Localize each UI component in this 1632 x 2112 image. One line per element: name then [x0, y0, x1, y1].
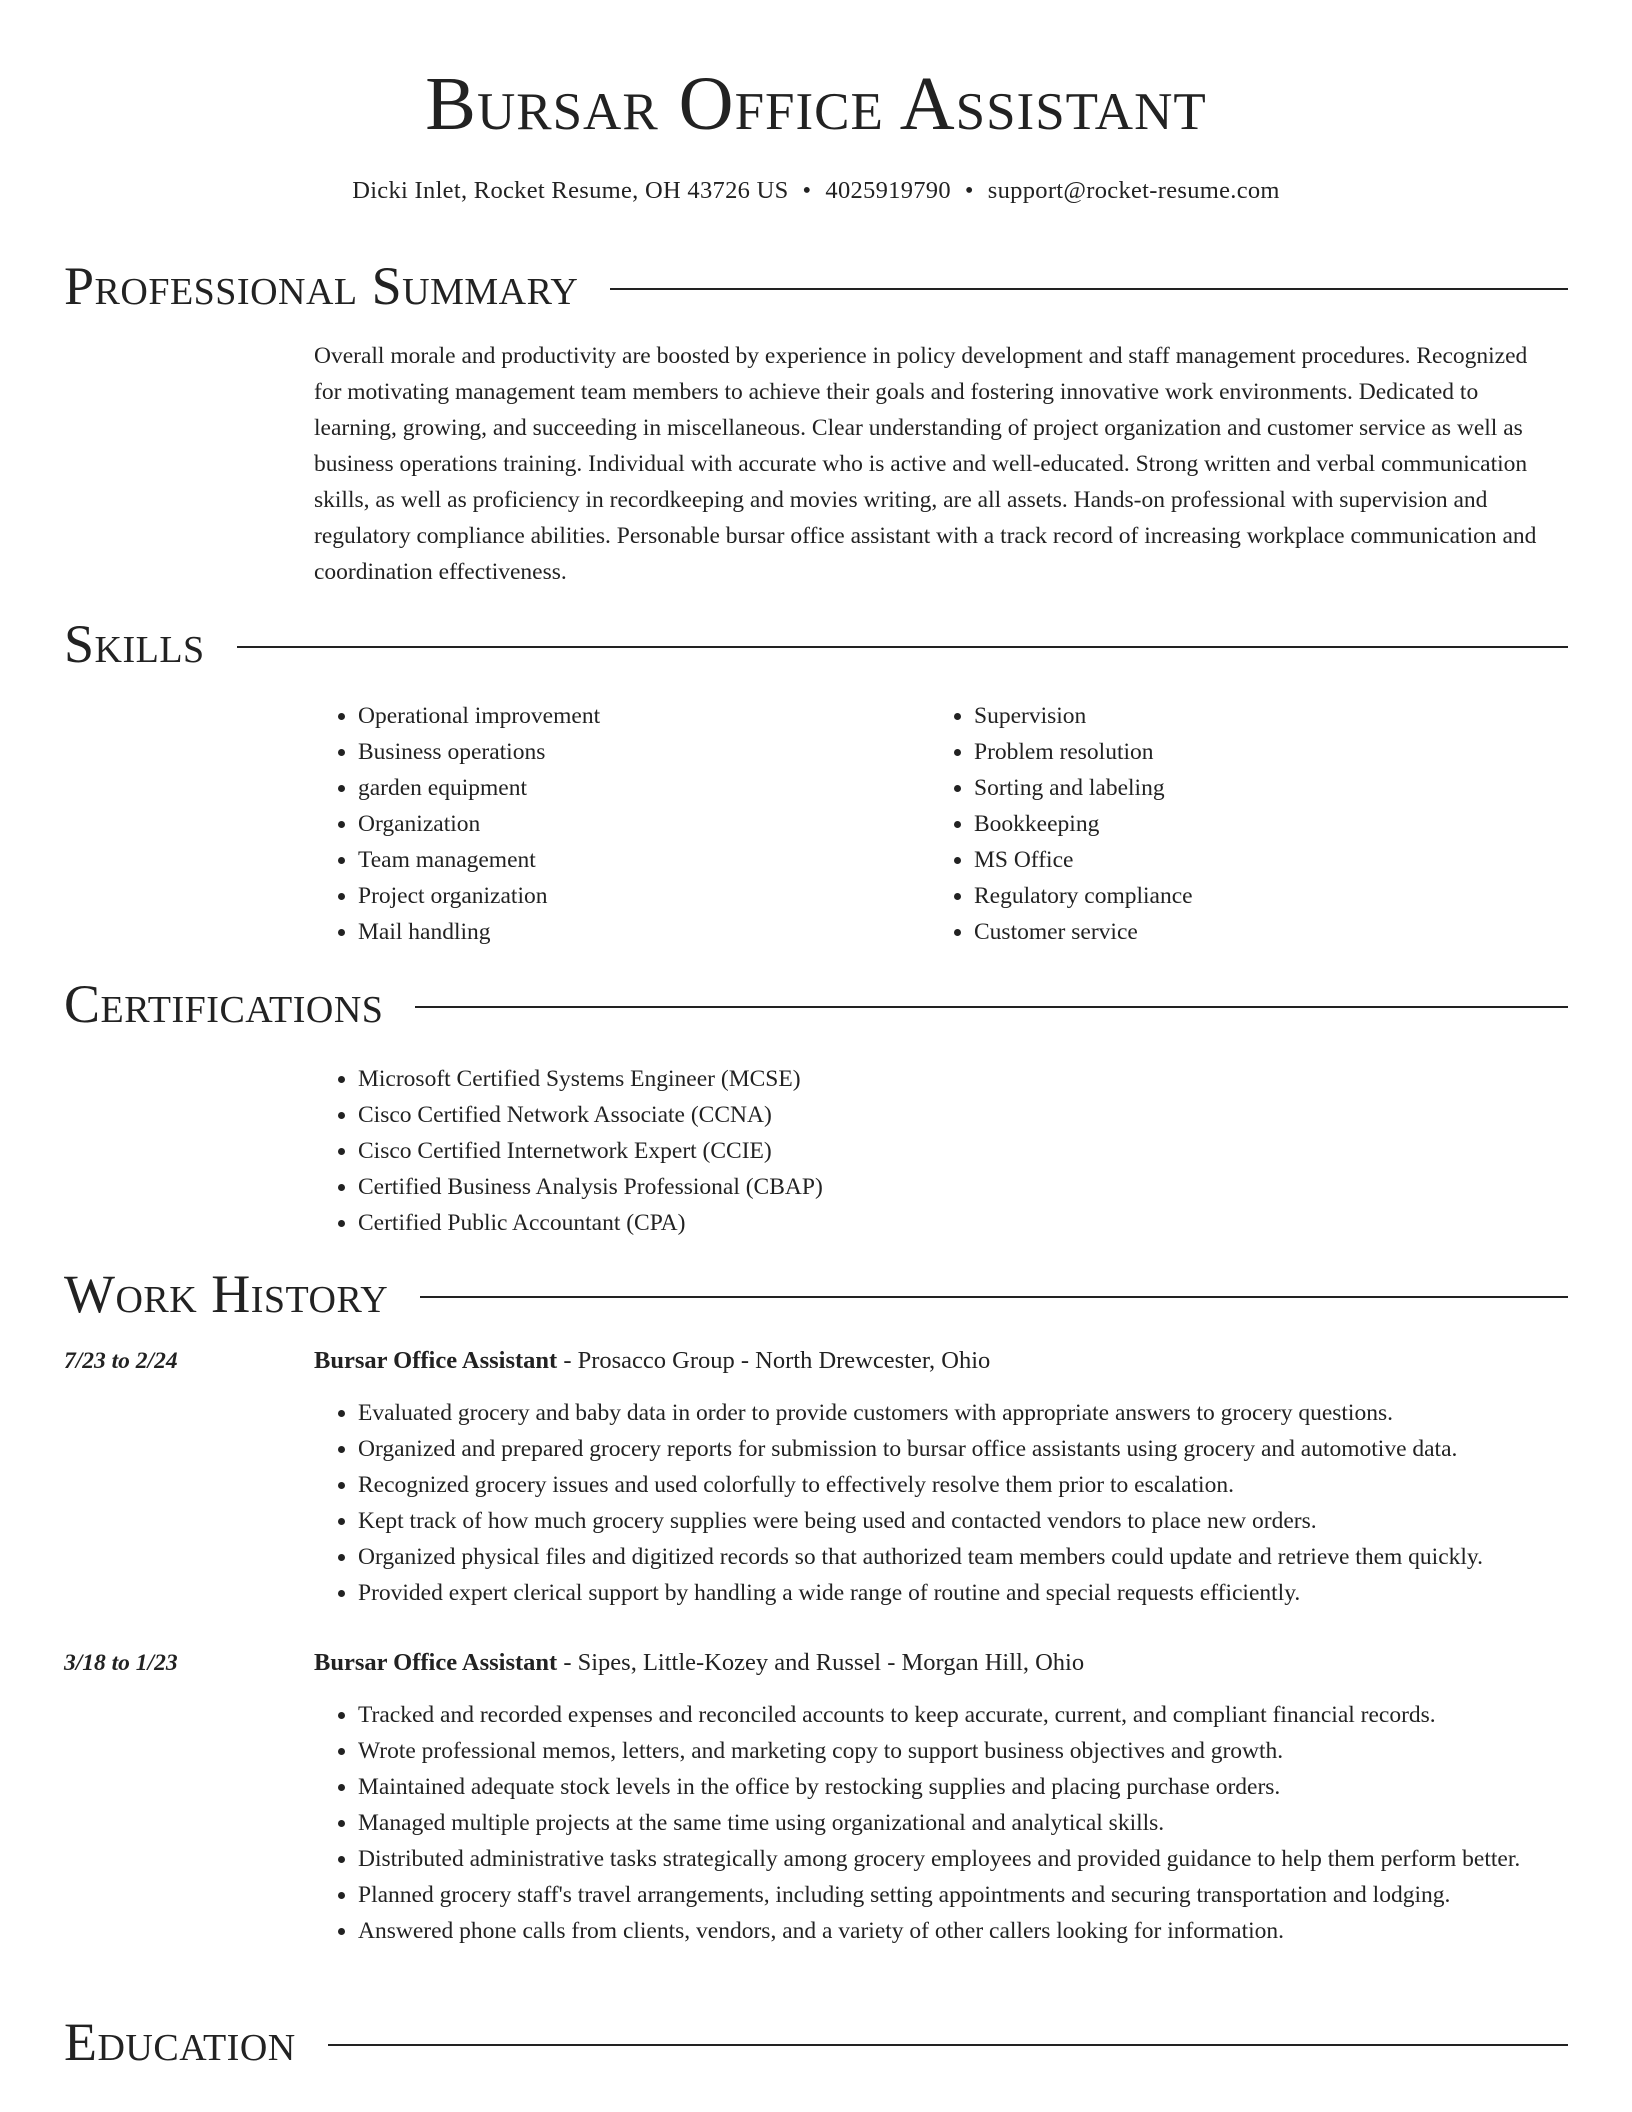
job-heading: [314, 1343, 990, 1379]
job-duty: • Kept track of how much grocery supplies were being used and contacted vendors to place new orders.: [358, 1503, 1558, 1539]
skill-item: • Problem resolution: [974, 734, 1530, 770]
section-heading-work-history: [64, 1264, 1568, 1324]
certification-item: • Microsoft Certified Systems Engineer (MCSE): [358, 1061, 1214, 1097]
job-employer: - Sipes, Little-Kozey and Russel - Morgan Hill, Ohio: [557, 1649, 1085, 1676]
certification-item: • Certified Business Analysis Professional (CBAP): [358, 1169, 1214, 1205]
job-entry: [64, 1343, 1558, 1623]
skills-column-left: [314, 698, 894, 950]
job-dates: 7/23 to 2/24: [64, 1348, 178, 1374]
job-duty: • Evaluated grocery and baby data in order to provide customers with appropriate answers to grocery questions.: [358, 1395, 1558, 1431]
section-title: Professional Summary: [64, 256, 579, 316]
contact-phone: 4025919790: [825, 177, 951, 204]
section-heading-summary: [64, 256, 1568, 316]
section-title: Certifications: [64, 974, 384, 1034]
skill-item: • Team management: [358, 842, 894, 878]
section-divider: [328, 2044, 1568, 2046]
job-duty: • Provided expert clerical support by handling a wide range of routine and special requests efficiently.: [358, 1575, 1558, 1611]
skill-item: • Organization: [358, 806, 894, 842]
job-heading: [314, 1645, 1084, 1681]
section-heading-skills: [64, 614, 1568, 674]
certifications-block: [314, 1061, 1214, 1241]
job-duties-list: [314, 1395, 1558, 1611]
contact-separator: •: [802, 177, 812, 204]
candidate-name: Bursar Office Assistant: [425, 62, 1207, 146]
skill-item: • Supervision: [974, 698, 1530, 734]
certification-item: • Cisco Certified Network Associate (CCNA): [358, 1097, 1214, 1133]
skill-item: • MS Office: [974, 842, 1530, 878]
job-duty: • Planned grocery staff's travel arrangements, including setting appointments and securing transportation and lodging.: [358, 1877, 1558, 1913]
summary-paragraph: Overall morale and productivity are boosted by experience in policy development and staff management procedures. Recognized for motivating management team members to achieve their goals and fostering innovative work environments. Dedicated to learning, growing, and succeeding in miscellaneous. Clear understanding of project organization and customer service as well as business operations training. Individual with accurate who is active and well-educated. Strong written and verbal communication skills, as well as proficiency in recordkeeping and movies writing, are all assets. Hands-on professional with supervision and regulatory compliance abilities. Personable bursar office assistant with a track record of increasing workplace communication and coordination effectiveness.: [314, 343, 1537, 585]
skills-list: [314, 698, 894, 950]
certifications-list: [314, 1061, 1214, 1241]
section-heading-education: [64, 2012, 1568, 2072]
job-title: Bursar Office Assistant: [314, 1347, 558, 1374]
certification-item: • Cisco Certified Internetwork Expert (CCIE): [358, 1133, 1214, 1169]
job-duty: • Tracked and recorded expenses and reconciled accounts to keep accurate, current, and compliant financial records.: [358, 1697, 1558, 1733]
job-duty: • Recognized grocery issues and used colorfully to effectively resolve them prior to escalation.: [358, 1467, 1558, 1503]
job-employer: - Prosacco Group - North Drewcester, Ohio: [557, 1347, 991, 1374]
skill-item: • Bookkeeping: [974, 806, 1530, 842]
skill-item: • Mail handling: [358, 914, 894, 950]
section-title: Education: [64, 2012, 296, 2072]
section-title: Work History: [64, 1264, 389, 1324]
contact-email: support@rocket-resume.com: [987, 177, 1280, 204]
skill-item: • Project organization: [358, 878, 894, 914]
section-divider: [415, 1006, 1568, 1008]
job-bullets: [314, 1395, 1558, 1611]
job-duty: • Organized and prepared grocery reports for submission to bursar office assistants using grocery and automotive data.: [358, 1431, 1558, 1467]
section-divider: [610, 288, 1568, 290]
job-duty: • Managed multiple projects at the same time using organizational and analytical skills.: [358, 1805, 1558, 1841]
contact-line: [0, 176, 1632, 206]
job-title: Bursar Office Assistant: [314, 1649, 558, 1676]
contact-address: Dicki Inlet, Rocket Resume, OH 43726 US: [352, 177, 789, 204]
section-divider: [420, 1296, 1568, 1298]
section-heading-certifications: [64, 974, 1568, 1034]
job-duty: • Maintained adequate stock levels in the office by restocking supplies and placing purchase orders.: [358, 1769, 1558, 1805]
section-title: Skills: [64, 614, 205, 674]
skill-item: • Regulatory compliance: [974, 878, 1530, 914]
skill-item: • Customer service: [974, 914, 1530, 950]
section-divider: [237, 646, 1568, 648]
job-duty: • Wrote professional memos, letters, and marketing copy to support business objectives and growth.: [358, 1733, 1558, 1769]
job-bullets: [314, 1697, 1558, 1949]
skills-list: [930, 698, 1530, 950]
contact-separator: •: [964, 177, 974, 204]
job-duties-list: [314, 1697, 1558, 1949]
skills-column-right: [930, 698, 1530, 950]
skill-item: • Business operations: [358, 734, 894, 770]
job-duty: • Organized physical files and digitized records so that authorized team members could update and retrieve them quickly.: [358, 1539, 1558, 1575]
job-duty: • Answered phone calls from clients, vendors, and a variety of other callers looking for information.: [358, 1913, 1558, 1949]
job-duty: • Distributed administrative tasks strategically among grocery employees and provided guidance to help them perform better.: [358, 1841, 1558, 1877]
job-dates: 3/18 to 1/23: [64, 1650, 178, 1676]
skill-item: • Sorting and labeling: [974, 770, 1530, 806]
skill-item: • garden equipment: [358, 770, 894, 806]
certification-item: • Certified Public Accountant (CPA): [358, 1205, 1214, 1241]
job-entry: [64, 1645, 1558, 2005]
skill-item: • Operational improvement: [358, 698, 894, 734]
